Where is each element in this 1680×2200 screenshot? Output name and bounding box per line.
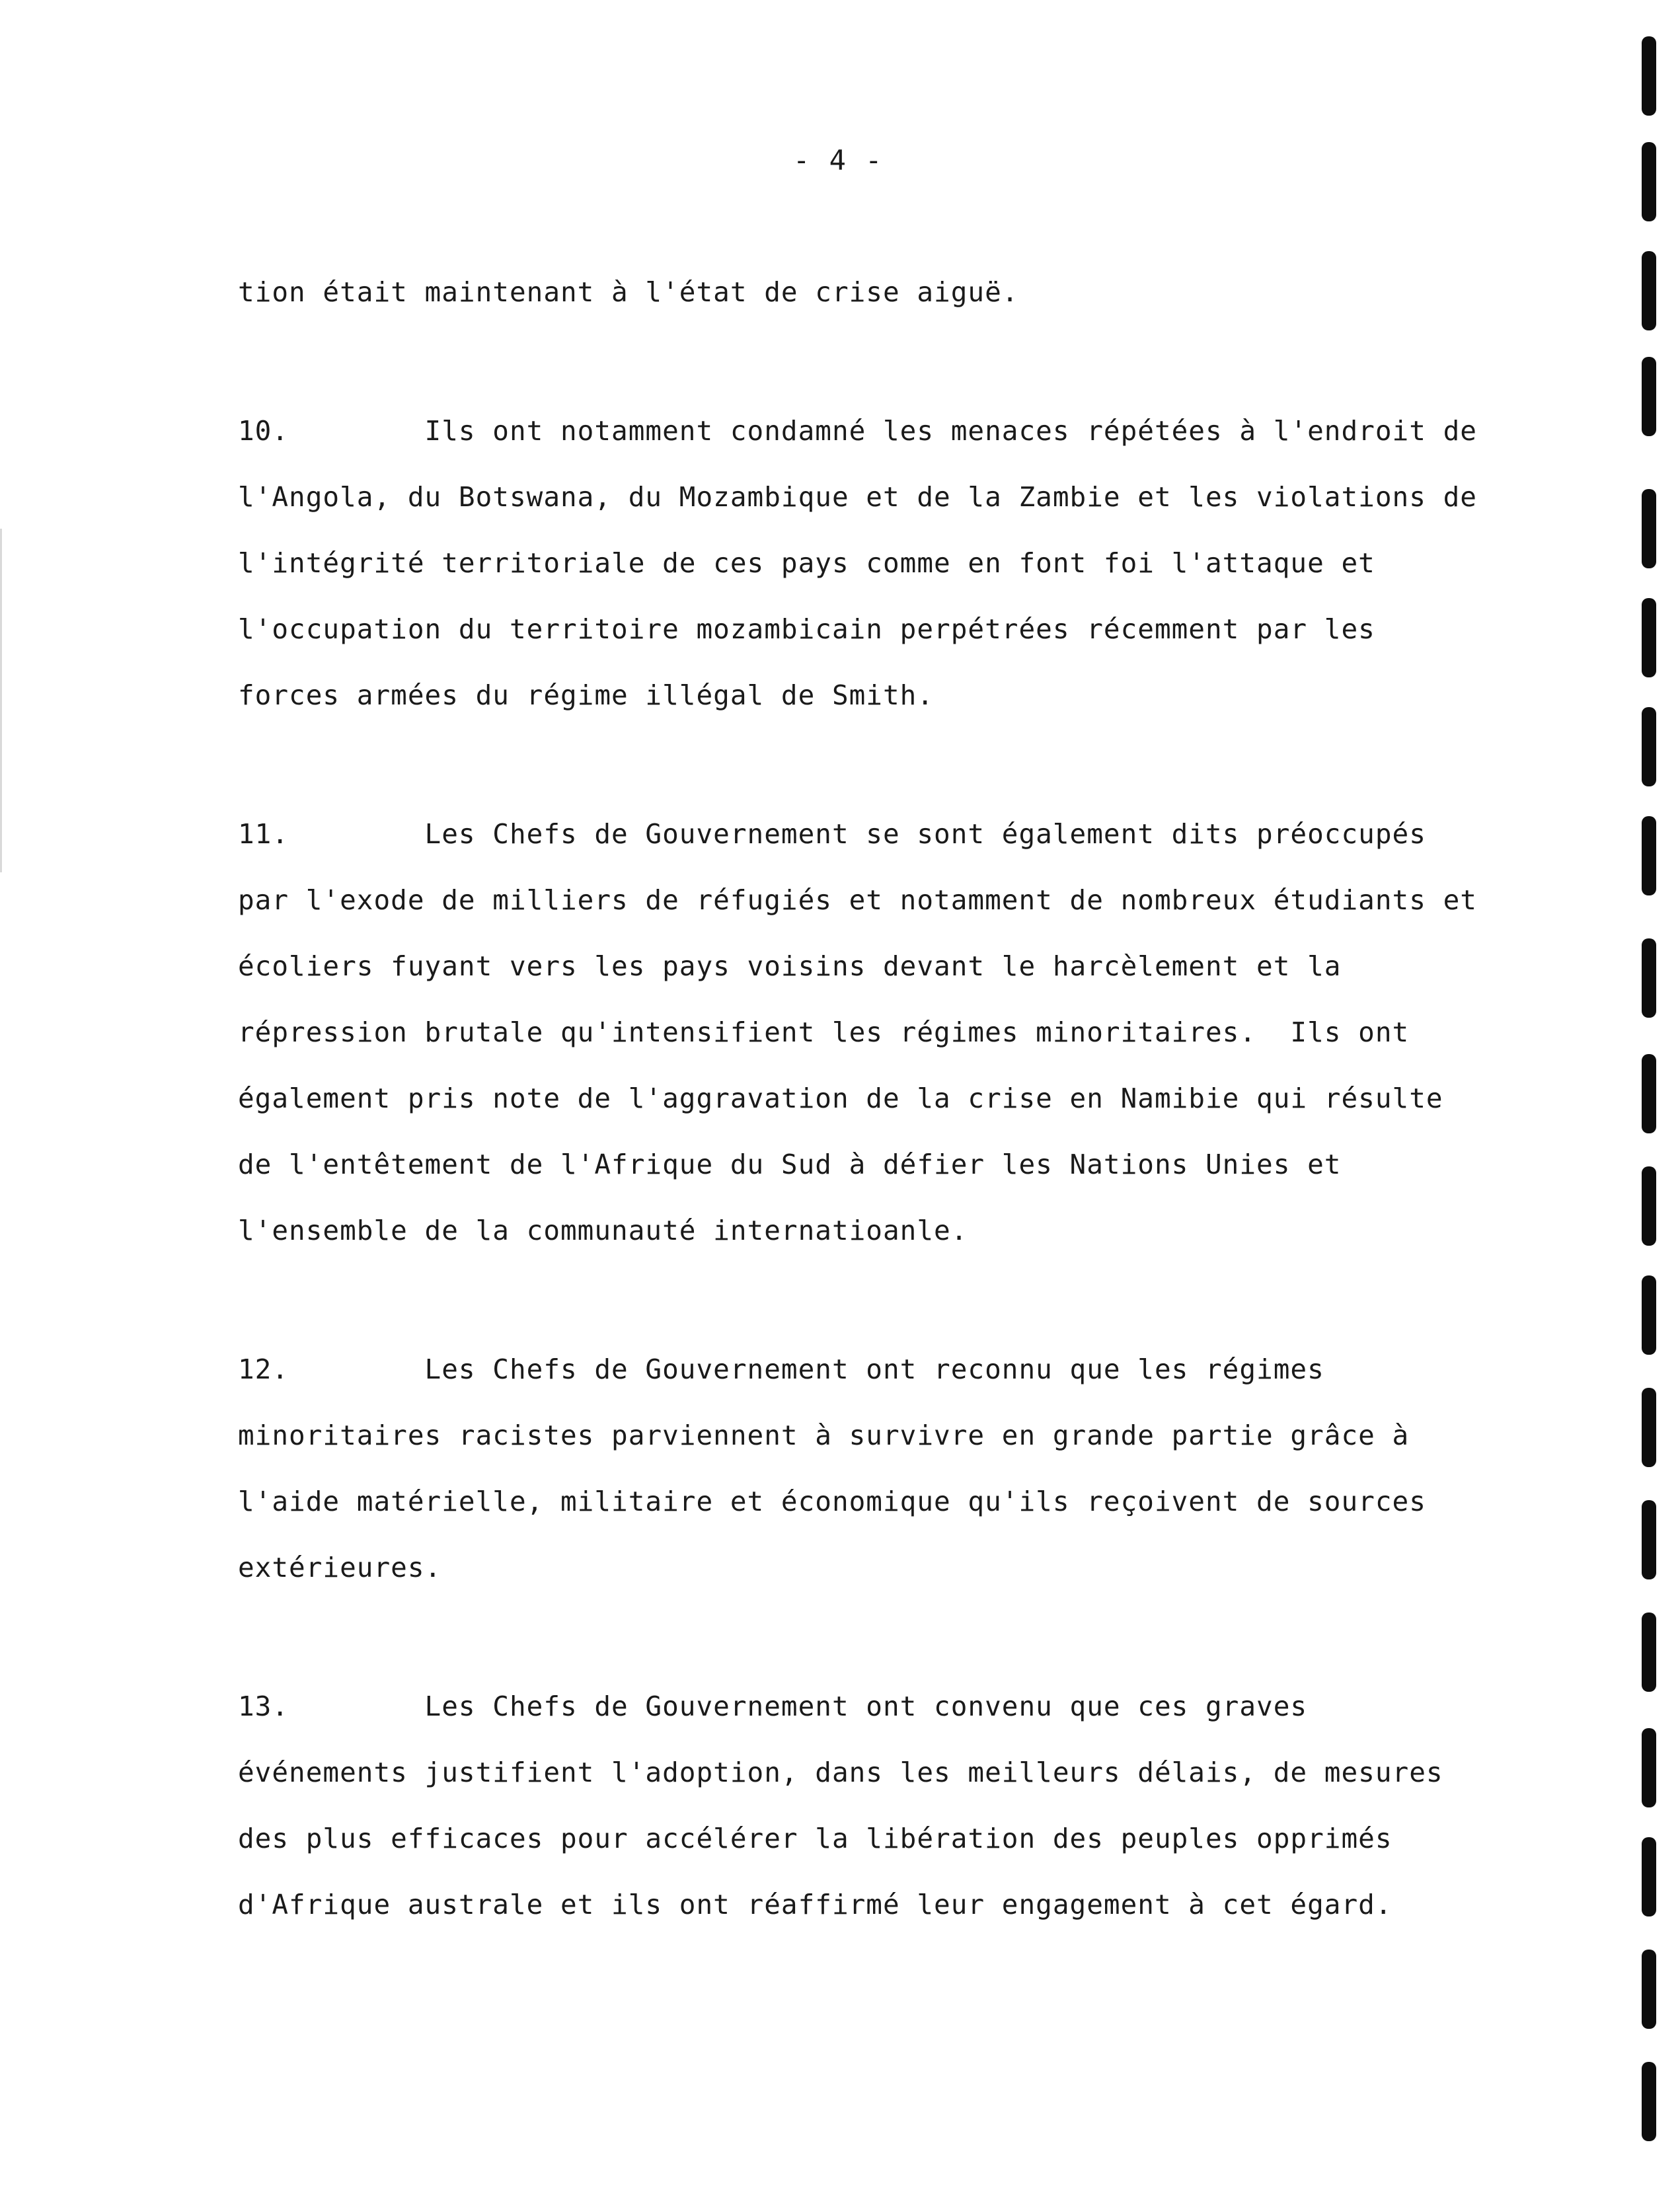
binding-mark bbox=[1642, 1612, 1656, 1692]
paragraph-11-line: 11. Les Chefs de Gouvernement se sont également dits préoccupés bbox=[238, 818, 1426, 850]
text-line: tion était maintenant à l'état de crise aiguë. bbox=[238, 276, 1019, 308]
binding-mark bbox=[1642, 1950, 1656, 2029]
text-line: également pris note de l'aggravation de la crise en Namibie qui résulte bbox=[238, 1082, 1443, 1114]
text-line: l'intégrité territoriale de ces pays comme en font foi l'attaque et bbox=[238, 547, 1375, 579]
binding-mark bbox=[1642, 1837, 1656, 1916]
binding-mark bbox=[1642, 142, 1656, 221]
paragraph-12-line: 12. Les Chefs de Gouvernement ont reconnu que les régimes bbox=[238, 1353, 1324, 1385]
page-edge-shadow bbox=[0, 529, 2, 872]
text-line: forces armées du régime illégal de Smith. bbox=[238, 679, 935, 711]
text-line: minoritaires racistes parviennent à survivre en grande partie grâce à bbox=[238, 1420, 1410, 1451]
text-line: répression brutale qu'intensifient les régimes minoritaires. Ils ont bbox=[238, 1016, 1410, 1048]
binding-mark bbox=[1642, 598, 1656, 677]
binding-mark bbox=[1642, 1166, 1656, 1246]
text-line: par l'exode de milliers de réfugiés et notamment de nombreux étudiants et bbox=[238, 884, 1477, 916]
text-line: extérieures. bbox=[238, 1552, 442, 1583]
binding-mark bbox=[1642, 1054, 1656, 1133]
text-line: de l'entêtement de l'Afrique du Sud à défier les Nations Unies et bbox=[238, 1149, 1342, 1180]
text-line: des plus efficaces pour accélérer la libération des peuples opprimés bbox=[238, 1823, 1393, 1854]
text-line: l'occupation du territoire mozambicain perpétrées récemment par les bbox=[238, 613, 1375, 645]
binding-mark bbox=[1642, 938, 1656, 1018]
paragraph-10-line: 10. Ils ont notamment condamné les menaces répétées à l'endroit de bbox=[238, 415, 1477, 447]
paragraph-13-line: 13. Les Chefs de Gouvernement ont convenu que ces graves bbox=[238, 1690, 1308, 1722]
text-line: l'aide matérielle, militaire et économique qu'ils reçoivent de sources bbox=[238, 1486, 1426, 1517]
binding-mark bbox=[1642, 251, 1656, 330]
text-line: événements justifient l'adoption, dans les meilleurs délais, de mesures bbox=[238, 1757, 1443, 1788]
binding-mark bbox=[1642, 36, 1656, 116]
text-line: l'Angola, du Botswana, du Mozambique et de la Zambie et les violations de bbox=[238, 481, 1477, 513]
text-line: écoliers fuyant vers les pays voisins devant le harcèlement et la bbox=[238, 950, 1342, 982]
page-number: - 4 - bbox=[793, 144, 884, 176]
binding-mark bbox=[1642, 1388, 1656, 1467]
binding-mark bbox=[1642, 1728, 1656, 1807]
binding-mark bbox=[1642, 1275, 1656, 1355]
text-line: l'ensemble de la communauté internatioanle. bbox=[238, 1215, 968, 1246]
binding-mark bbox=[1642, 357, 1656, 436]
binding-mark bbox=[1642, 707, 1656, 786]
binding-mark bbox=[1642, 489, 1656, 568]
binding-mark bbox=[1642, 1500, 1656, 1579]
text-line: d'Afrique australe et ils ont réaffirmé leur engagement à cet égard. bbox=[238, 1889, 1393, 1920]
binding-mark bbox=[1642, 2062, 1656, 2141]
binding-mark bbox=[1642, 816, 1656, 895]
